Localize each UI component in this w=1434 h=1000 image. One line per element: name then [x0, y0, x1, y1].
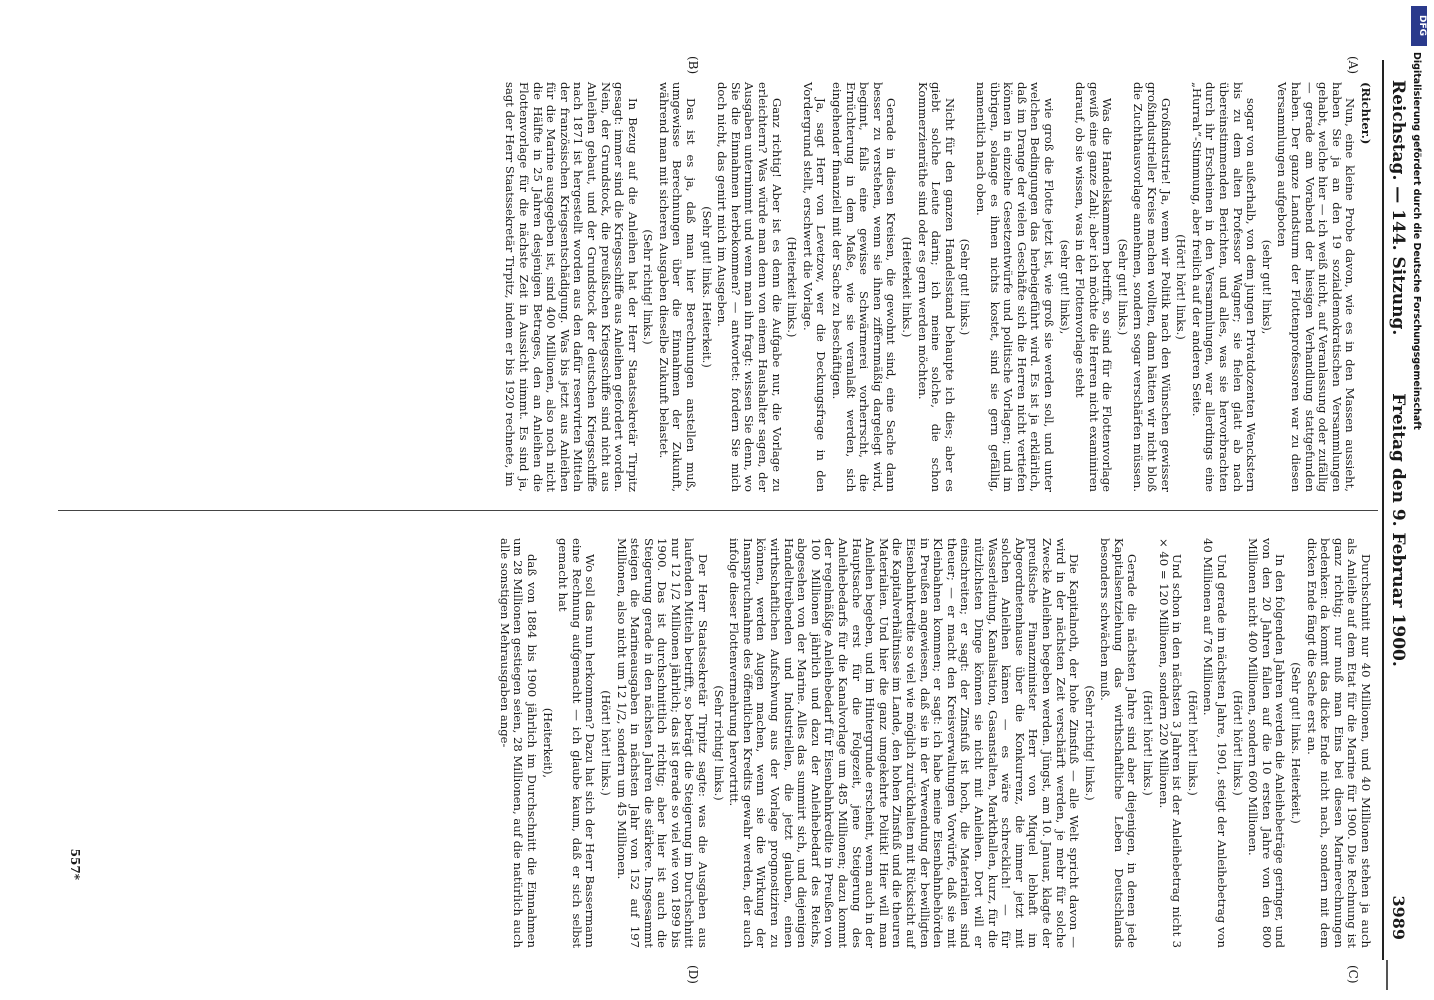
paragraph: Und schon in den nächsten 3 Jahren ist der Anleihebetrag nicht 3 × 40 = 120 Millionen, sondern 220 Millionen.: [1156, 538, 1185, 948]
header-date: Freitag den 9. Februar 1900.: [1388, 393, 1408, 667]
page-number: 3989: [1389, 895, 1408, 940]
dfg-credit: Digitalisierung gefördert durch die Deutsche Forschungsgemeinschaft: [1411, 52, 1422, 430]
paragraph: sogar von außerhalb, von dem jungen Privatdozenten Wenckstern bis zu dem alten Professor Wagner; sie fielen glatt ab nach übereinstimmenden Berichten, und alles, was sie hervorbrachten durch ihr Erscheinen in den Versammlungen, war allerdings eine „Hurrah“-Stimmung, aber freilich auf der anderen Seite.: [1189, 82, 1259, 492]
paragraph: daß von 1884 bis 1900 jährlich im Durchschnitt die Einnahmen um 28 Millionen gestiegen seien, 28 Millionen, auf die natürlich auch alle sonstigen Mehrausgaben ange-: [497, 538, 539, 948]
paragraph: wie groß die Flotte jetzt ist, wie groß sie werden soll, und unter welchen Bedingungen das herbeigeführt wird. Es ist ja erklärlich, daß im Drange der vielen Geschäfte sich die Herren nicht vertiefen können in einzelne Gesetzentwürfe und politische Vorlagen; und im übrigen, solange es ihnen nichts kostet, sind sie gern gefällig, namentlich nach oben.: [973, 82, 1056, 492]
interjection: (Heiterkeit),: [540, 707, 554, 779]
paragraph: Großindustrie! Ja, wenn wir Politik nach den Wünschen gewisser großindustrieller Kreise machen wollten, dann hätten wir nicht bloß die Zuchthausvorlage annehmen, sondern sogar verschärfen müssen.: [1131, 82, 1173, 492]
paragraph: Gerade in diesen Kreisen, die gewohnt sind, eine Sache dann besser zu verstehen, wenn sie ihnen ziffernmäßig dargelegt wird, beginnt, falls eine gewisse Schwärmerei vorherrscht, die Ernüchterung in dem Maße, wie sie veranlaßt werden, sich eingehender finanziell mit der Sache zu beschäftigen.: [830, 82, 899, 492]
margin-marker-c: (C): [1346, 965, 1360, 984]
paragraph: Das ist es ja, daß man hier Berechnungen anstellen muß, umgewisse Berechnungen über die Einnahmen der Zukunft, während man mit sicheren Ausgaben dieselbe Zukunft belastet.: [656, 82, 699, 492]
margin-marker-b: (B): [686, 56, 700, 75]
header-left: Reichstag. — 144. Sitzung.: [1388, 80, 1408, 336]
left-column: [501, 82, 1372, 492]
interjection: (Sehr gut! links.): [958, 238, 972, 336]
interjection: (Hört! hört! links.): [1141, 690, 1155, 796]
paragraph: Durchschnitt nur 40 Millionen, und 40 Millionen stehen ja auch als Anleihe auf dem Etat für die Marine für 1900. Die Rechnung ist ganz richtig; nur muß man Eins bei diesen Marinerechnungen bedenken: da kommt das dicke Ende nicht nach, sondern mit dem dicken Ende fängt die Sache erst an.: [1304, 538, 1373, 948]
right-column: [495, 538, 1372, 948]
paragraph: In den folgenden Jahren werden die Anleihebeträge geringer, und von den 20 Jahren fallen auf die 10 ersten Jahre von den 800 Millionen nicht 400 Millionen, sondern 600 Millionen.: [1246, 538, 1288, 948]
interjection: (Sehr gut! links. Heiterkeit.): [699, 206, 713, 368]
header-rule: [1382, 60, 1384, 960]
paragraph: Nun, eine kleine Probe davon, wie es in den Massen aussieht, haben Sie ja an den 19 sozialdemokratischen Versammlungen gehabt, welche hier — ich weiß nicht, auf Veranlassung oder zufällig — gerade am Vorabend der hiesigen Verhandlung stattgefunden haben. Der ganze Landsturm der Flottenprofessoren war zu diesen Versammlungen aufgeboten: [1275, 82, 1358, 492]
paragraph: Ja, sagt Herr von Levetzow, wer die Deckungsfrage in den Vordergrund stellt, erschwert die Vorlage.: [800, 82, 829, 492]
interjection: (Sehr gut! links.): [1115, 238, 1129, 336]
interjection: (Sehr gut! links. Heiterkeit.): [1289, 662, 1303, 824]
interjection: (Hört! hört! links.): [1230, 690, 1244, 796]
interjection: (Sehr richtig! links.): [641, 229, 655, 345]
column-divider: [58, 510, 1378, 511]
interjection: (Heiterkeit links.): [900, 236, 913, 338]
interjection: (Hört! hört! links.): [1185, 690, 1199, 796]
interjection: (Sehr richtig! links.): [711, 685, 725, 801]
interjection: (sehr gut! links),: [1057, 239, 1071, 335]
paragraph: Gerade die nächsten Jahre sind aber diejenigen, in denen jede Kapitalsentziehung das wirthschaftliche Leben Deutschlands besonders schwächen muß.: [1098, 538, 1140, 948]
dfg-stamp: [1408, 6, 1430, 986]
interjection: (sehr gut! links),: [1259, 239, 1273, 335]
margin-marker-d: (D): [686, 965, 700, 984]
interjection: (Hört! hört! links.): [1174, 234, 1188, 340]
rotated-page: [40, 20, 1420, 1000]
paragraph: Die Kapitalnoth, der hohe Zinsfuß — alle Welt spricht davon — wird in der nächsten Zeit verschärft werden, je mehr für solche Zwecke Anleihen begeben werden. Jüngst, am 10. Januar, klagte der preußische Finanzminister Herr von Miquel lebhaft im Abgeordnetenhause über die Konkurrenz, die immer jetzt mit solchen Anleihen kämen — es wäre schrecklich! — für Wasserleitung, Kanalisation, Gasanstalten, Markthallen, kurz, für die nützlichsten Dinge können sie nicht mit Anleihen. Dort will er einschreiten; er sagt: der Zinsfuß ist hoch, die Materialien sind theuer; — er macht den Kreisverwaltungen Vorwürfe, daß sie mit Kleinbahnen kommen; er sagt: ich habe meine Eisenbahnbehörden in Preußen angewiesen, daß sie in der Verwendung der bewilligten Eisenbahnkredite so viel wie möglich zurückhalten mit Rücksicht auf die Kapitalverhältnisse im Lande, den hohen Zinsfuß und die theuren Materialien. Und hier die ganz umgekehrte Politik! Hier will man Anleihen begeben, und im Hintergrunde erscheint, wenn auch in der Hauptsache erst für die Folgezeit, jene Steigerung des Anleihebedarfs für die Kanalvorlage um 485 Millionen; dazu kommt der regelmäßige Anleihebedarf für Eisenbahnkredite in Preußen von 100 Millionen jährlich und dazu der Anleihebedarf des Reichs, abgesehen von der Marine. Alles das summirt sich, und diejenigen Handeltreibenden und Industriellen, die jetzt glauben, einen wirthschaftlichen Aufschwung aus der Vorlage prognostiziren zu können, werden Augen machen, wenn sie die Wirkung der Inanspruchnahme des öffentlichen Kredits gewahr werden, der auch infolge dieser Flottenvermehrung hervortritt.: [727, 538, 1082, 948]
paragraph: Was die Handelskammern betrifft, so sind für die Flottenvorlage gewiß eine ganze Zahl; aber ich möchte die Herren nicht examiniren darauf, ob sie wissen, was in der Flottenvorlage steht: [1073, 82, 1115, 492]
signature-mark: 557*: [68, 848, 82, 880]
paragraph: Wo soll das nun herkommen? Dazu hat sich der Herr Bassermann eine Rechnung aufgemacht — ich glaube kaum, daß er sich selbst gemacht hat: [556, 538, 598, 948]
paragraph: Der Herr Staatssekretär Tirpitz sagte: was die Ausgaben aus laufenden Mitteln betrifft, so beträgt die Steigerung im Durchschnitt nur 12 1/2 Millionen jährlich; das ist gerade so viel wie von 1899 bis 1900. Das ist durchschnittlich richtig; aber hier ist auch die Steigerung gerade in den nächsten Jahren die stärkere. Insgesammt steigen die Marineausgaben in nächsten Jahr von 152 auf 197 Millionen, also nicht um 12 1/2, sondern um 45 Millionen.: [614, 538, 711, 948]
paragraph: Und gerade im nächsten Jahre, 1901, steigt der Anleihebetrag von 40 Millionen auf 76 Millionen.: [1201, 538, 1230, 948]
interjection: (Heiterkeit links.): [785, 236, 799, 338]
paragraph: In Bezug auf die Anleihen hat der Herr Staatssekretär Tirpitz gesagt: immer sind die Kriegsschiffe aus Anleihen gefordert worden. Nein, der Grundstock, die preußischen Kriegsschiffe sind nicht aus Anleihen gebaut, und der Grundstock der deutschen Kriegsschiffe nach 1871 ist hergestellt worden aus den dafür reservirten Mitteln der französischen Kriegsentschädigung. Was bis jetzt aus Anleihen für die Marine ausgegeben ist, sind 400 Millionen, also noch nicht die Hälfte in 25 Jahren desjenigen Betrages, den an Anleihen die Flottenvorlage für die nächste Zeit in Aussicht nimmt. Es sind ja, sagt der Herr Staatssekretär Tirpitz, indem er bis 1920 rechnete, im: [503, 82, 640, 492]
margin-marker-a: (A): [1346, 56, 1360, 75]
interjection: (Sehr richtig! links.): [1082, 685, 1096, 801]
crop-mark: [1386, 960, 1388, 990]
speaker-name: (Richter.): [1359, 82, 1373, 145]
paragraph: Nicht für den ganzen Handelsstand behaupte ich dies; aber es giebt solche Leute darin; ich meine solche, die schon Kommerzienräthe sind oder es gern werden möchten.: [915, 82, 957, 492]
interjection: (Hört! hört! links.): [598, 690, 612, 796]
dfg-logo: DFG: [1411, 6, 1427, 46]
paragraph: Ganz richtig! Aber ist es denn die Aufgabe nur, die Vorlage zu erleichtern? Was würde man denn von einem Haushalter sagen, der Ausgaben unternimmt und wenn man ihn fragt: wissen Sie denn, wo Sie die Einnahmen herbekommen? — antwortet: fordern Sie mich doch nicht, das genirt mich im Ausgeben.: [715, 82, 784, 492]
